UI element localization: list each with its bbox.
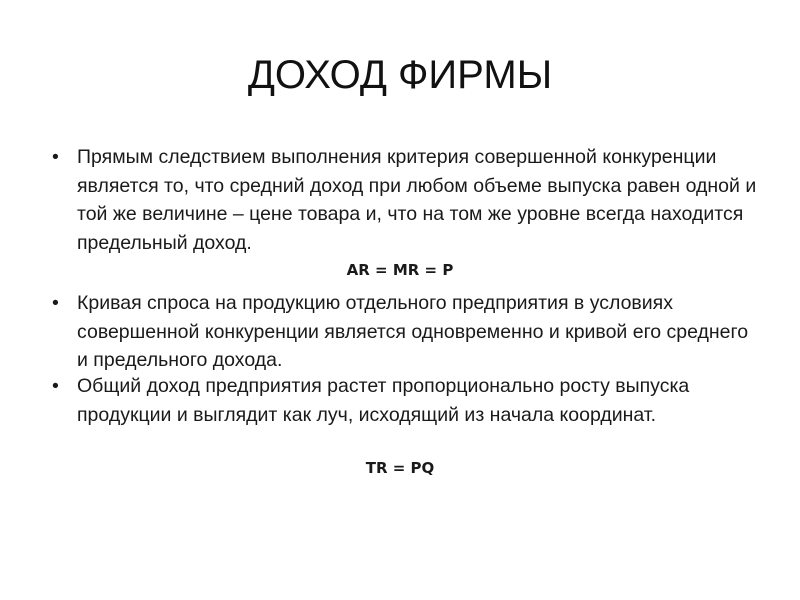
bullet-marker: •	[52, 146, 59, 168]
bullet-item-total-revenue	[52, 372, 762, 429]
bullet-text: Общий доход предприятия растет пропорционально росту выпуска продукции и выглядит как луч, исходящий из начала координат.	[77, 375, 690, 426]
bullet-marker: •	[52, 292, 59, 314]
formula-ar-mr-p: AR = MR = P	[346, 261, 454, 279]
bullet-item-demand-curve	[52, 289, 762, 375]
slide-title: ДОХОД ФИРМЫ	[247, 53, 553, 97]
bullet-item-average-revenue	[52, 143, 762, 257]
bullet-marker: •	[52, 375, 59, 397]
bullet-text: Кривая спроса на продукцию отдельного предприятия в условиях совершенной конкуренции является одновременно и кривой его среднего и предельного дохода.	[77, 292, 749, 371]
bullet-text: Прямым следствием выполнения критерия совершенной конкуренции является то, что средний доход при любом объеме выпуска равен одной и той же величине – цене товара и, что на том же уровне всегда находится предельный доход.	[77, 146, 757, 254]
formula-tr-pq: TR = PQ	[365, 459, 435, 477]
